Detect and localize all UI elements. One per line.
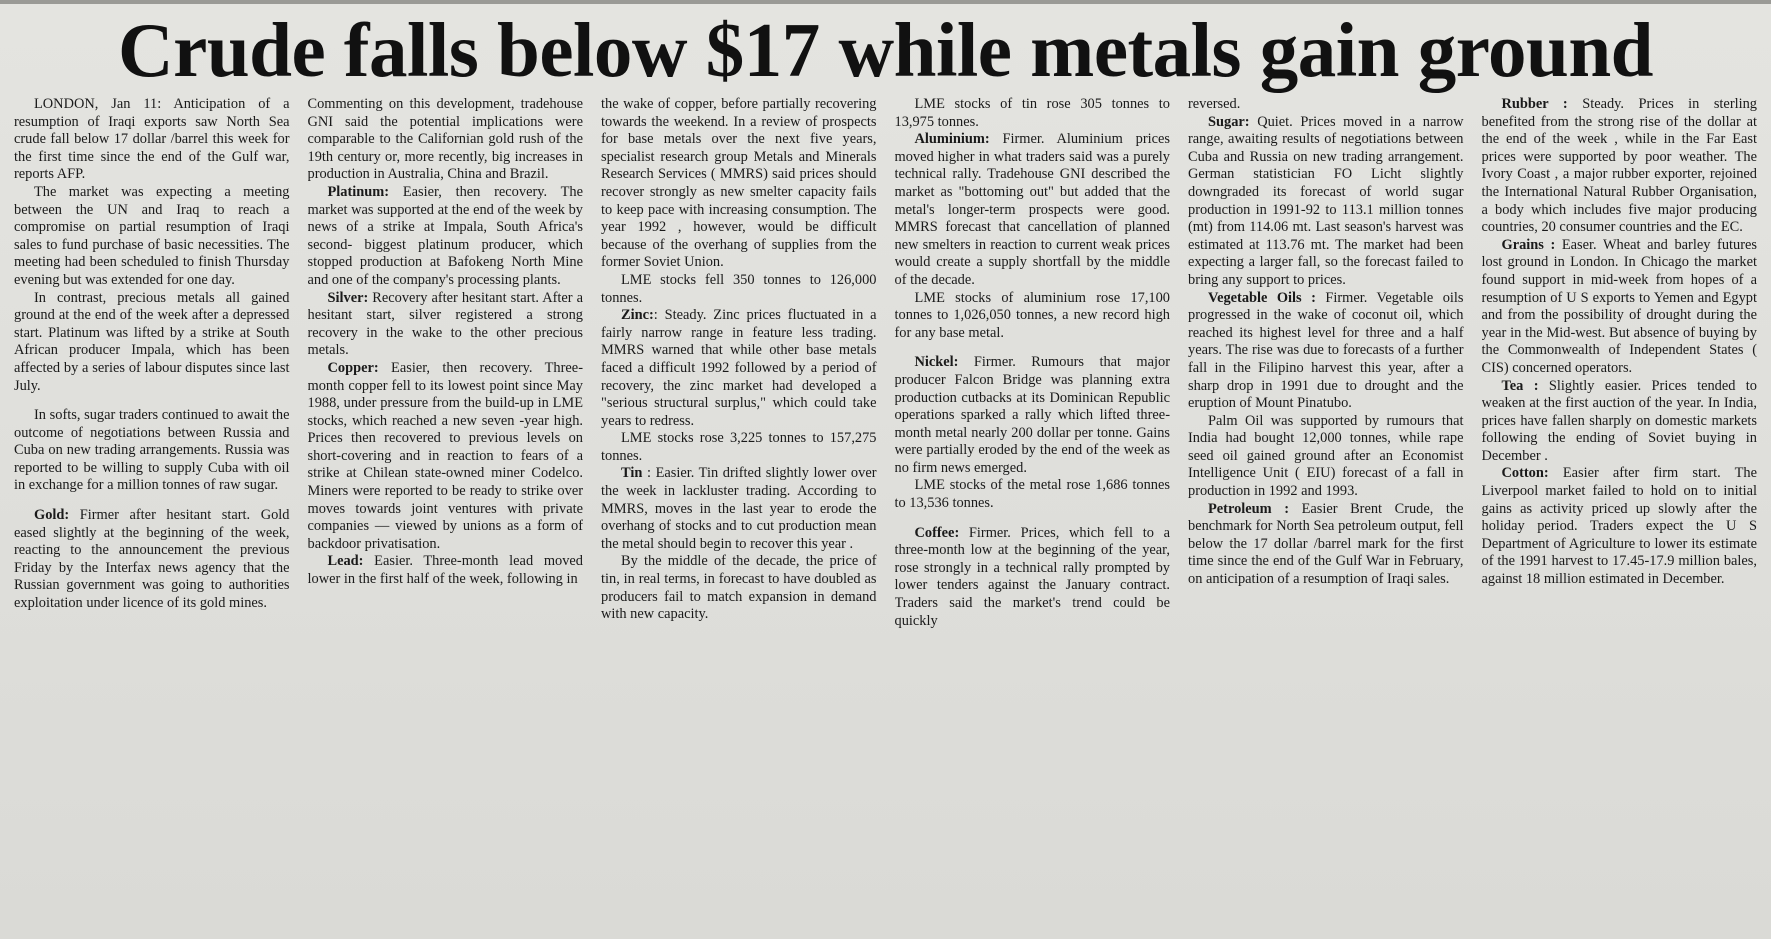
paragraph [601,465,877,553]
article-column-6 [1482,96,1758,935]
paragraph [1188,290,1464,413]
paragraph [308,553,584,588]
paragraph [895,290,1171,343]
paragraph-text: Easier Brent Crude, the benchmark for North Sea petroleum output, fell below the 17 dollar /barrel mark for the first time since the end of the Gulf War in February, on anticipation of a resumption of Iraqi sales. [1188,500,1464,588]
article-column-3 [601,96,877,935]
paragraph-text: Steady. Prices in sterling benefited from the strong rise of the dollar at the end of the week , while in the Far East prices were supported by poor weather. The Ivory Coast , a major rubber exporter, rejoined the International Natural Rubber Organisation, a body which includes five major producing countries, 20 consumer countries and the EC. [1481,96,1757,236]
paragraph-text: the wake of copper, before partially recovering towards the weekend. In a review of prospects for base metals over the next five years, specialist research group Metals and Minerals Research Services ( MMRS) said prices should recover strongly as new smelter capacity fails to keep pace with increasing consumption. The year 1992 , however, would be difficult because of the overhang of supplies from the former Soviet Union. [601,96,877,271]
paragraph [1188,96,1464,114]
paragraph-text: Commenting on this development, tradehouse GNI said the potential implications were comparable to the Californian gold rush of the 19th century or, more recently, big increases in production in Australia, China and Brazil. [307,96,583,183]
article-column-2 [308,96,584,935]
paragraph-text: Firmer. Aluminium prices moved higher in what traders said was a purely technical rally. Tradehouse GNI described the market as "bottoming out" but added that the metal's longer-term prospects were good. MMRS forecast that cancellation of planned new smelters in reaction to current weak prices would create a supply shortfall by the middle of the decade. [894,131,1170,288]
paragraph [601,307,877,430]
paragraph-text: By the middle of the decade, the price of tin, in real terms, in forecast to have doubled as producers fail to match expansion in demand with new capacity. [601,553,877,623]
paragraph-text: Easier, then recovery. The market was supported at the end of the week by news of a strike at Impala, South Africa's second- biggest platinum producer, which stopped production at Bafokeng North Mine and one of the company's processing plants. [307,183,583,288]
section-lead: Tea : [1501,377,1539,394]
paragraph-text: LME stocks of aluminium rose 17,100 tonnes to 1,026,050 tonnes, a new record high for any base metal. [894,289,1170,341]
paragraph-text: LME stocks of the metal rose 1,686 tonnes to 13,536 tonnes. [894,477,1170,512]
paragraph-text: Easier after firm start. The Liverpool market failed to hold on to initial gains as activity priced up slowly after the holiday period. Traders expect the U S Department of Agriculture to lower its estimate of the 1991 harvest to 17.45-17.9 million bales, against 18 million estimated in December. [1481,465,1757,588]
section-lead: Lead: [327,553,364,570]
paragraph-text: Palm Oil was supported by rumours that India had bought 12,000 tonnes, while rape seed oil gained ground after an Economist Intelligence Unit ( EIU) forecast of a fall in production in 1992 and 1993. [1188,412,1464,500]
paragraph [308,360,584,554]
section-lead: Tin [621,465,643,482]
paragraph [1482,96,1758,237]
paragraph-text: Firmer after hesitant start. Gold eased slightly at the beginning of the week, reacting to the announcement the previous Friday by the Interfax news agency that the Russian government was going to authorities exploitation under licence of its gold mines. [14,507,290,612]
paragraph [308,290,584,360]
section-lead: Rubber : [1501,96,1568,112]
paragraph-text: reversed. [1188,96,1241,112]
section-lead: Grains : [1501,236,1556,253]
paragraph-text: Easier, then recovery. Three-month copper fell to its lowest point since May 1988, under pressure from the build-up in LME stocks, which reached a new seven -year high. Prices then recovered to previous levels on short-covering and in reaction to fears of a strike at Chilean state-owned miner Codelco. Miners were reported to be ready to strike over moves towards joint ventures with private companies — viewed by unions as a form of backdoor privatisation. [307,359,583,552]
section-lead: Platinum: [327,183,390,200]
paragraph-text: LME stocks of tin rose 305 tonnes to 13,975 tonnes. [894,96,1170,130]
section-lead: Vegetable Oils : [1208,289,1316,306]
paragraph [601,272,877,307]
paragraph-text: Firmer. Vegetable oils progressed in the wake of coconut oil, which reached its highest level for three and a half years. The rise was due to forecasts of a further fall in the Filipino harvest this year, after a sharp drop in 1991 due to drought and the eruption of Mount Pinatubo. [1188,289,1464,412]
paragraph-text: Recovery after hesitant start. After a hesitant start, silver registered a strong recovery in the wake to the other precious metals. [307,289,583,359]
paragraph [601,430,877,465]
paragraph-text: Firmer. Rumours that major producer Falcon Bridge was planning extra production cutbacks at its Dominican Republic operations sparked a rally which lifted three-month metal nearly 200 dollar per tonne. Gains were partially eroded by the end of the week as no firm news emerged. [894,354,1170,476]
paragraph [308,96,584,184]
article-column-4 [895,96,1171,935]
paragraph [1188,501,1464,589]
paragraph [895,525,1171,631]
paragraph [1482,465,1758,588]
paragraph [601,553,877,623]
section-lead: Petroleum : [1208,500,1290,517]
paragraph-text: : Easier. Tin drifted slightly lower over the week in lackluster trading. According to MMRS, moves in the last year to erode the overhang of stocks and to cut production mean the metal should begin to recover this year . [601,465,877,552]
paragraph [601,96,877,272]
paragraph [895,131,1171,289]
paragraph [895,354,1171,477]
section-lead: Sugar: [1208,113,1250,130]
section-lead: Nickel: [914,354,959,371]
paragraph-text: Easier. Three-month lead moved lower in the first half of the week, following in [307,553,583,588]
paragraph [1188,413,1464,501]
section-lead: Copper: [327,359,379,376]
paragraph-text: LONDON, Jan 11: Anticipation of a resumption of Iraqi exports saw North Sea crude fall below 17 dollar /barrel this week for the first time since the end of the Gulf war, reports AFP. [14,96,290,183]
paragraph [308,184,584,290]
paragraph [895,96,1171,131]
paragraph-text: : Steady. Zinc prices fluctuated in a fairly narrow range in feature less trading. MMRS warned that while other base metals faced a difficult 1992 followed by a period of recovery, the zinc market had developed a "serious structural surplus," which could take years to redress. [601,307,877,429]
article-column-5 [1188,96,1464,935]
paragraph [14,290,290,396]
paragraph [14,407,290,495]
headline: Crude falls below $17 while metals gain ground [118,7,1653,93]
paragraph-text: LME stocks fell 350 tonnes to 126,000 tonnes. [601,271,877,306]
section-lead: Coffee: [914,524,960,541]
paragraph-text: Quiet. Prices moved in a narrow range, awaiting results of negotiations between Cuba and Russia on new trading arrangement. German statistician FO Licht slightly downgraded its forecast of world sugar production in 1991-92 to 113.1 million tonnes (mt) from 114.06 mt. Last season's harvest was estimated at 113.76 mt. The market had been expecting a larger fall, so the forecast failed to bring any support to prices. [1188,113,1464,288]
section-lead: Zinc: [621,307,654,324]
paragraph [895,477,1171,512]
paragraph [14,96,290,184]
article-column-1 [14,96,290,935]
paragraph [14,184,290,290]
paragraph [1482,378,1758,466]
paragraph [1188,114,1464,290]
section-lead: Cotton: [1501,465,1549,482]
paragraph-text: Slightly easier. Prices tended to weaken at the first auction of the year. In India, prices have fallen sharply on domestic markets following the ending of Soviet buying in December . [1481,377,1757,464]
paragraph-text: In contrast, precious metals all gained ground at the end of the week after a depressed start. Platinum was lifted by a strike at South African producer Impala, which has been affected by a series of labour disputes since last July. [14,289,290,394]
section-lead: Silver: [327,289,369,306]
paragraph-text: Easer. Wheat and barley futures lost ground in London. In Chicago the market found support in mid-week from hopes of a resumption of U S exports to Yemen and Egypt and from the possibility of drought during the year in the Mid-west. But absence of buying by the Commonwealth of Independent States ( CIS) concerned operators. [1481,236,1757,376]
section-lead: Gold: [34,507,70,524]
paragraph [14,507,290,613]
paragraph-text: Firmer. Prices, which fell to a three-month low at the beginning of the year, rose strongly in a technical rally prompted by lower tenders against the January contract. Traders said the market's trend could be quickly [894,524,1170,629]
paragraph-text: In softs, sugar traders continued to await the outcome of negotiations between Russia and Cuba on new trading arrangements. Russia was reported to be willing to supply Cuba with oil in exchange for a million tonnes of raw sugar. [14,407,290,494]
section-lead: Aluminium: [914,131,990,148]
paragraph-text: LME stocks rose 3,225 tonnes to 157,275 tonnes. [601,430,877,464]
paragraph-text: The market was expecting a meeting between the UN and Iraq to reach a compromise on partial resumption of Iraqi sales to fund purchase of basic necessities. The meeting had been scheduled to finish Thursday evening but was extended for one day. [14,183,290,288]
article-columns [14,96,1757,935]
paragraph [1482,237,1758,378]
